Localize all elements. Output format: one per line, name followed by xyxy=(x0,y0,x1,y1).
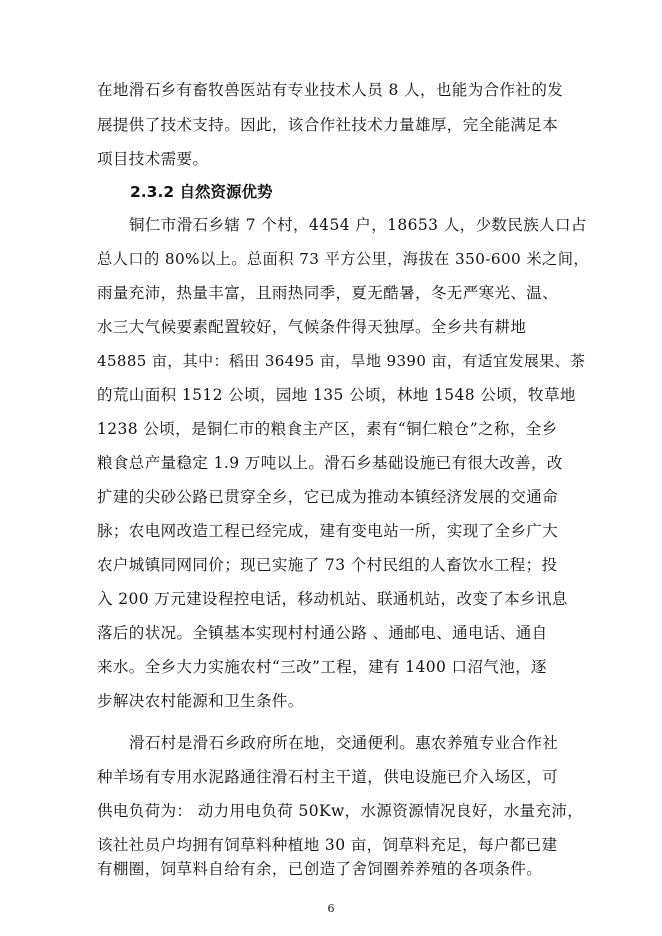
text-line: 铜仁市滑石乡辖 7 个村，4454 户，18653 人，少数民族人口占 xyxy=(129,216,587,234)
text-line: 来水。全乡大力实施农村“三改”工程，建有 1400 口沼气池，逐 xyxy=(97,658,547,676)
text-line: 入 200 万元建设程控电话，移动机站、联通机站，改变了本乡讯息 xyxy=(97,590,568,608)
text-line: 农户城镇同网同价；现已实施了 73 个村民组的人畜饮水工程；投 xyxy=(97,556,558,574)
text-line: 在地滑石乡有畜牧兽医站有专业技术人员 8 人，也能为合作社的发 xyxy=(97,81,564,99)
text-line: 展提供了技术支持。因此，该合作社技术力量雄厚，完全能满足本 xyxy=(97,116,559,134)
text-line: 的荒山面积 1512 公顷，园地 135 公顷，林地 1548 公顷，牧草地 xyxy=(97,386,576,404)
text-line: 水三大气候要素配置较好，气候条件得天独厚。全乡共有耕地 xyxy=(97,318,527,336)
text-line: 脉；农电网改造工程已经完成，建有变电站一所，实现了全乡广大 xyxy=(97,522,559,540)
text-line: 总人口的 80%以上。总面积 73 平方公里，海拔在 350-600 米之间， xyxy=(97,250,590,268)
text-line: 扩建的尖砂公路已贯穿全乡，它已成为推动本镇经济发展的交通命 xyxy=(97,488,559,506)
text-line: 有棚圈，饲草料自给有余，已创造了舍饲圈养养殖的各项条件。 xyxy=(97,860,543,878)
text-line: 项目技术需要。 xyxy=(97,150,209,168)
page-number: 6 xyxy=(327,902,335,915)
text-line: 1238 公顷，是铜仁市的粮食主产区，素有“铜仁粮仓”之称，全乡 xyxy=(97,420,558,438)
text-line: 落后的状况。全镇基本实现村村通公路 、通邮电、通电话、通自 xyxy=(97,624,548,642)
text-line: 雨量充沛，热量丰富，且雨热同季，夏无酷暑，冬无严寒光、温、 xyxy=(97,284,559,302)
text-line: 滑石村是滑石乡政府所在地，交通便利。惠农养殖专业合作社 xyxy=(129,734,559,752)
text-line: 种羊场有专用水泥路通往滑石村主干道，供电设施已介入场区，可 xyxy=(97,768,559,786)
text-line: 粮食总产量稳定 1.9 万吨以上。滑石乡基础设施已有很大改善，改 xyxy=(97,454,563,472)
text-line: 该社社员户均拥有饲草料种植地 30 亩，饲草料充足，每户都已建 xyxy=(97,836,558,854)
section-heading: 2.3.2 自然资源优势 xyxy=(130,183,273,201)
text-line: 供电负荷为： 动力用电负荷 50Kw，水源资源情况良好，水量充沛， xyxy=(97,802,584,820)
text-line: 步解决农村能源和卫生条件。 xyxy=(97,692,304,710)
text-line: 45885 亩，其中：稻田 36495 亩，旱地 9390 亩，有适宜发展果、茶 xyxy=(97,352,586,370)
